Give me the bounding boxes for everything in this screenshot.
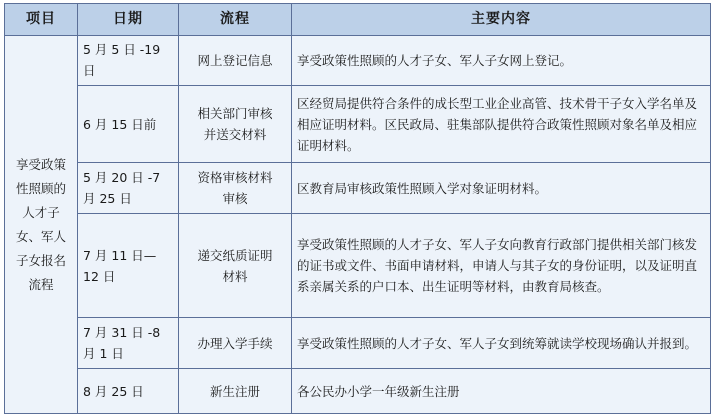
date-cell: [78, 214, 179, 318]
table-row: [5, 318, 711, 369]
process-cell: [179, 369, 292, 414]
content-cell: 区教育局审核政策性照顾入学对象证明材料。: [292, 163, 711, 214]
header-process: 流程: [179, 4, 292, 36]
date-cell: [78, 318, 179, 369]
date-text: 5 月 20 日 -7 月 25 日: [83, 170, 161, 207]
date-text: 7 月 11 日—12 日: [83, 247, 157, 284]
process-text: 资格审核材料审核: [197, 170, 273, 207]
date-text: 7 月 31 日 -8 月 1 日: [83, 325, 161, 362]
table-header-row: [5, 4, 711, 36]
process-cell: [179, 85, 292, 162]
table-row: [5, 163, 711, 214]
table-row: [5, 214, 711, 318]
date-cell: [78, 85, 179, 162]
header-date: 日期: [78, 4, 179, 36]
process-cell: [179, 214, 292, 318]
content-cell: 各公民办小学一年级新生注册: [292, 369, 711, 414]
item-label-cell: [5, 36, 78, 414]
content-cell: 区经贸局提供符合条件的成长型工业企业高管、技术骨干子女入学名单及相应证明材料。区民政局、驻集部队提供符合政策性照顾对象名单及相应证明材料。: [292, 85, 711, 162]
process-cell: [179, 36, 292, 86]
header-content: 主要内容: [292, 4, 711, 36]
table-row: [5, 36, 711, 86]
process-text: 新生注册: [209, 383, 260, 399]
process-cell: [179, 163, 292, 214]
date-text: 5 月 5 日 -19 日: [83, 42, 161, 79]
table-row: [5, 369, 711, 414]
content-cell: 享受政策性照顾的人才子女、军人子女向教育行政部门提供相关部门核发的证书或文件、书面申请材料，申请人与其子女的身份证明，以及证明直系亲属关系的户口本、出生证明等材料，由教育局核查。: [292, 214, 711, 318]
date-cell: [78, 36, 179, 86]
header-item: 项目: [5, 4, 78, 36]
date-cell: [78, 163, 179, 214]
process-cell: [179, 318, 292, 369]
content-cell: 享受政策性照顾的人才子女、军人子女网上登记。: [292, 36, 711, 86]
process-text: 网上登记信息: [197, 52, 273, 68]
process-text: 相关部门审核并送交材料: [197, 106, 273, 143]
content-cell: 享受政策性照顾的人才子女、军人子女到统筹就读学校现场确认并报到。: [292, 318, 711, 369]
date-text: 8 月 25 日: [83, 383, 144, 399]
enrollment-process-table-wrapper: [4, 3, 710, 414]
enrollment-process-table: [4, 3, 711, 414]
table-row: [5, 85, 711, 162]
process-text: 办理入学手续: [197, 335, 273, 351]
date-text: 6 月 15 日前: [83, 116, 157, 132]
process-text: 递交纸质证明材料: [197, 247, 273, 284]
date-cell: [78, 369, 179, 414]
item-label: 享受政策性照顾的人才子女、军人子女报名流程: [15, 156, 66, 292]
